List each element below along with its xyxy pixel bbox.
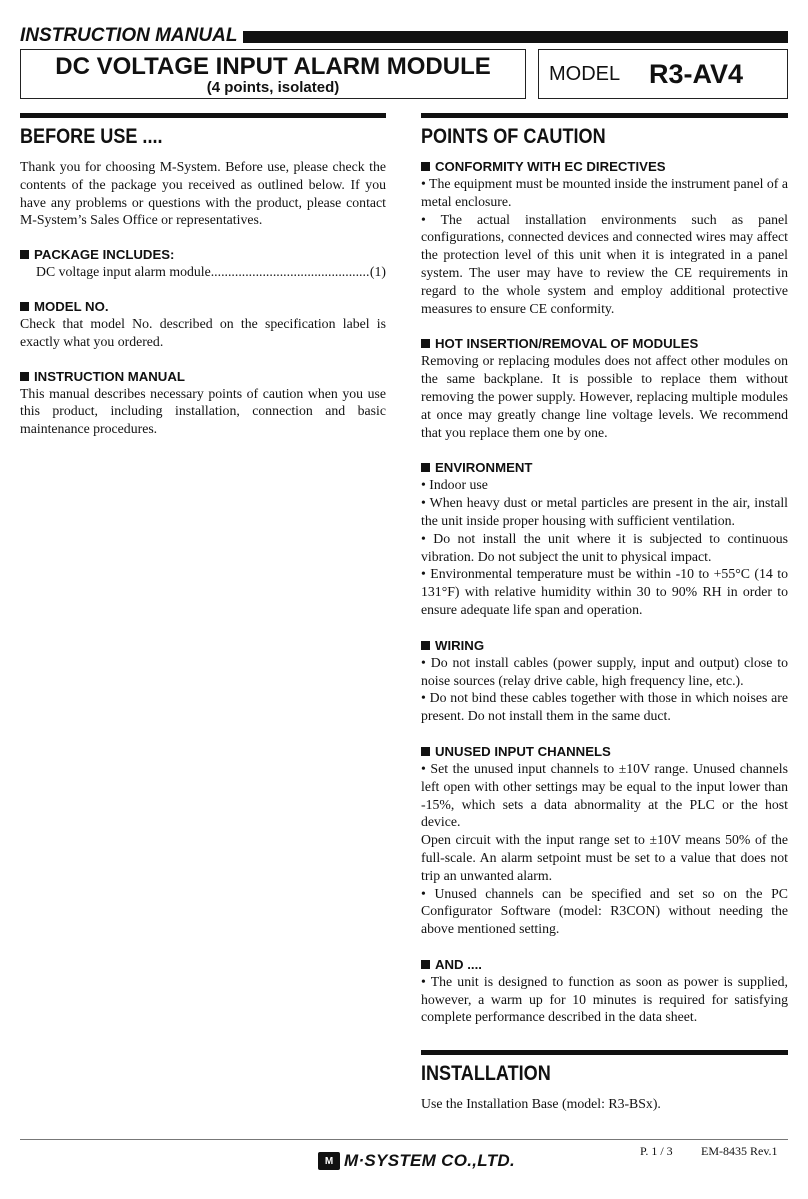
square-bullet-icon [20,372,29,381]
model-no-heading-text: MODEL NO. [34,298,109,314]
ec-heading-text: CONFORMITY WITH EC DIRECTIVES [435,159,666,174]
before-use-intro: Thank you for choosing M-System. Before use, please check the contents of the package you received as outlined below. If you have any problems or questions with the product, please contact M-System’s Sales Office or representatives. [20,159,386,228]
instruction-manual-heading [20,368,386,385]
model-label: MODEL [549,63,621,85]
environment-heading-text: ENVIRONMENT [435,460,533,476]
unused-channels-text-1: • Set the unused input channels to ±10V range. Unused channels left open with other settings may be equal to the input lower than -15%, which sets a data abnormality at the PLC or the host device. [421,760,788,830]
instruction-manual-heading-text: INSTRUCTION MANUAL [34,368,185,384]
package-qty: (1) [369,264,386,280]
model-value: R3-AV4 [649,59,744,89]
caution-heading: POINTS OF CAUTION [421,125,606,148]
section-rule [421,113,788,118]
manual-label: INSTRUCTION MANUAL [20,26,243,46]
square-bullet-icon [421,463,430,472]
unused-channels-heading [421,743,788,760]
company-name: M·SYSTEM CO.,LTD. [344,1151,515,1170]
environment-text-2: • When heavy dust or metal particles are present in the air, install the unit inside proper housing with sufficient ventilation. [421,495,788,528]
square-bullet-icon [421,747,430,756]
hot-insertion-heading [421,335,788,352]
package-heading [20,246,386,263]
and-text: • The unit is designed to function as soon as power is supplied, however, a warm up for 10 minutes is required for satisfying complete performance described in the data sheet. [421,973,788,1025]
unused-channels-text-3: • Unused channels can be specified and set so on the PC Configurator Software (model: R3CON) without needing the above mentioned setting. [421,885,788,937]
environment-text-4: • Environmental temperature must be within -10 to +55°C (14 to 131°F) with relative humidity within 30 to 90% RH in order to ensure adequate life span and operation. [421,566,788,617]
hot-insertion-text: Removing or replacing modules does not affect other modules on the same backplane. It is possible to replace them without removing the power supply. However, replacing multiple modules at once may greatly change line voltage levels. We recommend that you replace them one by one. [421,353,788,440]
section-rule [421,1050,788,1055]
square-bullet-icon [421,641,430,650]
wiring-text-2: • Do not bind these cables together with those in which noises are present. Do not install them in the same duct. [421,690,788,724]
manual-header-bar [20,26,788,46]
ec-text-2: • The actual installation environments such as panel configurations, connected devices and connected wires may affect the protection level of this unit when it is integrated in a panel system. The user may have to review the CE requirements in regard to the whole system and employ additional protective measures to ensure CE conformity. [421,211,788,316]
wiring-heading-text: WIRING [435,637,485,653]
right-column [421,113,788,1113]
unused-channels-heading-text: UNUSED INPUT CHANNELS [435,743,611,759]
document-subtitle: (4 points, isolated) [206,79,340,96]
model-box [538,49,788,99]
square-bullet-icon [421,162,430,171]
environment-text-1: • Indoor use [421,477,488,493]
installation-heading: INSTALLATION [421,1062,551,1086]
unused-channels-text-2: Open circuit with the input range set to ±10V means 50% of the full-scale. An alarm setpoint must be set to a value that does not trip an unwanted alarm. [421,832,788,883]
ec-heading [421,158,788,175]
model-no-text: Check that model No. described on the specification label is exactly what you ordered. [20,315,386,349]
ec-text-1: • The equipment must be mounted inside the instrument panel of a metal enclosure. [421,176,788,209]
footer-rule [20,1139,788,1140]
and-heading [421,956,788,973]
hot-insertion-heading-text: HOT INSERTION/REMOVAL OF MODULES [435,336,699,352]
package-heading-text: PACKAGE INCLUDES: [34,247,175,263]
title-box [20,49,526,99]
square-bullet-icon [421,339,430,348]
leader-dots [211,263,370,281]
wiring-text-1: • Do not install cables (power supply, input and output) close to noise sources (relay drive cable, high frequency line, etc.). [421,654,788,688]
document-number: EM-8435 Rev.1 [701,1144,778,1158]
package-item: DC voltage input alarm module [36,264,211,280]
package-item-row [20,263,386,281]
model-no-heading [20,298,386,315]
installation-text: Use the Installation Base (model: R3-BSx). [421,1096,661,1112]
environment-heading [421,459,788,476]
section-rule [20,113,386,118]
document-title: DC VOLTAGE INPUT ALARM MODULE [55,53,491,80]
and-heading-text: AND .... [435,956,482,972]
page-number: P. 1 / 3 [640,1144,673,1158]
before-use-heading: BEFORE USE .... [20,125,163,148]
instruction-manual-text: This manual describes necessary points of caution when you use this product, including installation, connection and basic maintenance procedures. [20,385,386,437]
square-bullet-icon [421,960,430,969]
m-system-logo-icon: M [318,1152,340,1170]
left-column [20,113,386,438]
wiring-heading [421,637,788,654]
square-bullet-icon [20,302,29,311]
environment-text-3: • Do not install the unit where it is subjected to continuous vibration. Do not subject the unit to physical impact. [421,530,788,564]
company-logo [318,1150,515,1172]
square-bullet-icon [20,250,29,259]
